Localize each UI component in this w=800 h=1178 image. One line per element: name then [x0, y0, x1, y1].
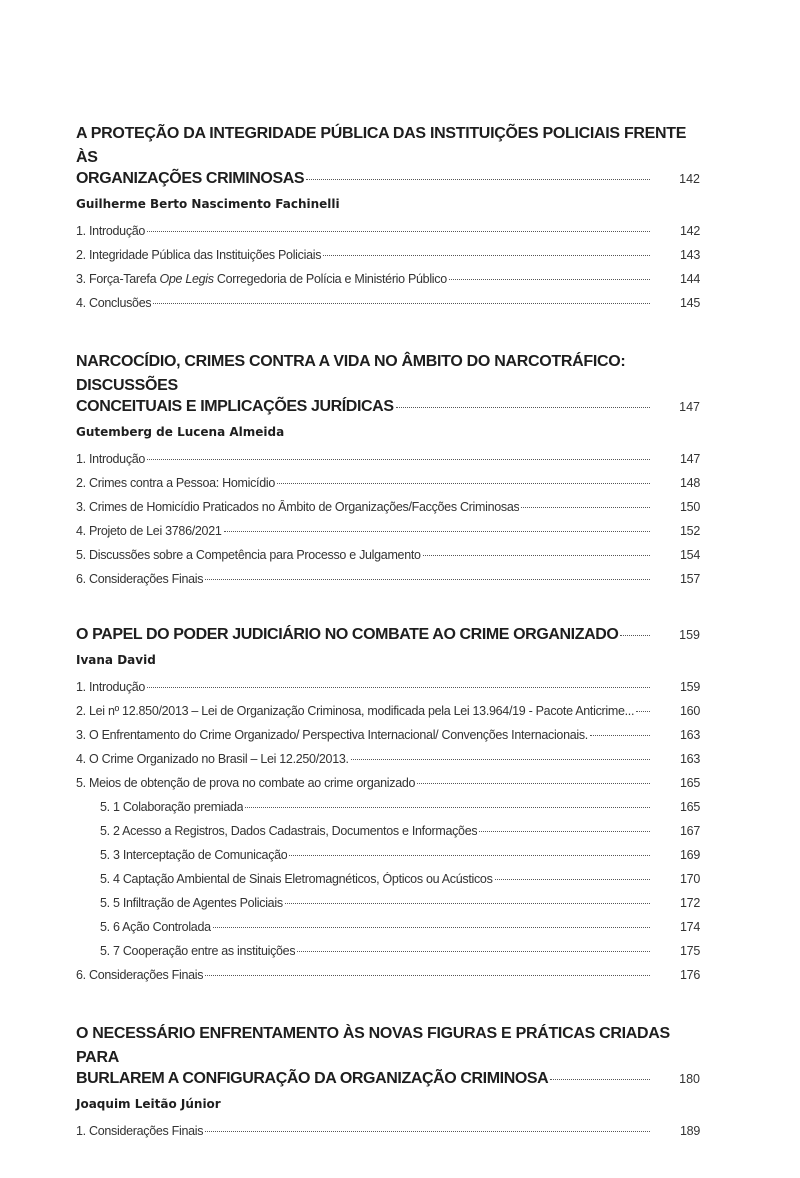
chapter-title-line2: CONCEITUAIS E IMPLICAÇÕES JURÍDICAS — [76, 398, 394, 415]
dot-leader — [213, 927, 650, 928]
dot-leader — [479, 831, 650, 832]
toc-entry-page: 165 — [680, 800, 700, 814]
dot-leader — [205, 579, 650, 580]
chapter-page-number: 159 — [679, 628, 700, 642]
chapter-1 — [76, 122, 700, 320]
toc-entry-page: 165 — [680, 776, 700, 790]
dot-leader — [396, 407, 650, 408]
toc-entry-label: 2. Lei nº 12.850/2013 – Lei de Organização Criminosa, modificada pela Lei 13.964/19 - Pacote Anticrime... — [76, 704, 635, 718]
toc-entry[interactable] — [76, 500, 700, 524]
chapter-title-line2-row[interactable] — [76, 170, 700, 194]
dot-leader — [147, 231, 650, 232]
toc-entry-label: 5. 7 Cooperação entre as instituições — [100, 944, 296, 958]
chapter-author: Guilherme Berto Nascimento Fachinelli — [76, 197, 340, 211]
dot-leader — [205, 975, 650, 976]
toc-entry-label: 2. Integridade Pública das Instituições Policiais — [76, 248, 322, 262]
chapter-4 — [76, 1022, 700, 1148]
chapter-title-line1: O NECESSÁRIO ENFRENTAMENTO ÀS NOVAS FIGURAS E PRÁTICAS CRIADAS PARA — [76, 1025, 670, 1066]
toc-entry-page: 147 — [680, 452, 700, 466]
chapter-author: Ivana David — [76, 653, 156, 667]
toc-entry-label: 5. 6 Ação Controlada — [100, 920, 211, 934]
toc-entry[interactable] — [76, 524, 700, 548]
toc-entry-label: 5. Meios de obtenção de prova no combate ao crime organizado — [76, 776, 416, 790]
dot-leader — [153, 303, 650, 304]
toc-subentry[interactable] — [76, 848, 700, 872]
toc-entry[interactable] — [76, 248, 700, 272]
toc-subentry[interactable] — [76, 800, 700, 824]
chapter-author: Joaquim Leitão Júnior — [76, 1097, 221, 1111]
toc-entry-page: 160 — [680, 704, 700, 718]
toc-entry[interactable] — [76, 548, 700, 572]
toc-entry-label: 3. Crimes de Homicídio Praticados no Âmbito de Organizações/Facções Criminosas — [76, 500, 520, 514]
toc-entry-label: 5. 1 Colaboração premiada — [100, 800, 244, 814]
toc-entry-page: 189 — [680, 1124, 700, 1138]
toc-entry-page: 176 — [680, 968, 700, 982]
toc-entry-label: 5. 4 Captação Ambiental de Sinais Eletromagnéticos, Ópticos ou Acústicos — [100, 872, 493, 886]
dot-leader — [277, 483, 650, 484]
toc-entry[interactable] — [76, 968, 700, 992]
toc-entry-page: 175 — [680, 944, 700, 958]
toc-entry-label-post: Corregedoria de Polícia e Ministério Público — [213, 272, 447, 286]
chapter-title-line2: BURLAREM A CONFIGURAÇÃO DA ORGANIZAÇÃO CRIMINOSA — [76, 1070, 549, 1087]
dot-leader — [495, 879, 650, 880]
toc-entry-label — [76, 272, 447, 286]
toc-entry-label: 5. 2 Acesso a Registros, Dados Cadastrais, Documentos e Informações — [100, 824, 478, 838]
toc-entry-label: 1. Introdução — [76, 452, 146, 466]
toc-entry-page: 170 — [680, 872, 700, 886]
dot-leader — [245, 807, 650, 808]
dot-leader — [590, 735, 650, 736]
toc-entry[interactable] — [76, 1124, 700, 1148]
chapter-title-line1: A PROTEÇÃO DA INTEGRIDADE PÚBLICA DAS INSTITUIÇÕES POLICIAIS FRENTE ÀS — [76, 125, 687, 166]
dot-leader — [550, 1079, 650, 1080]
dot-leader — [205, 1131, 650, 1132]
toc-entry-label: 5. Discussões sobre a Competência para Processo e Julgamento — [76, 548, 421, 562]
dot-leader — [147, 687, 650, 688]
toc-entry-page: 144 — [680, 272, 700, 286]
toc-entry-label: 4. Conclusões — [76, 296, 152, 310]
dot-leader — [423, 555, 650, 556]
toc-entry-page: 163 — [680, 752, 700, 766]
toc-entry[interactable] — [76, 704, 700, 728]
dot-leader — [417, 783, 650, 784]
toc-entry-page: 172 — [680, 896, 700, 910]
toc-entry-label: 1. Introdução — [76, 680, 146, 694]
chapter-page-number: 180 — [679, 1072, 700, 1086]
toc-subentry[interactable] — [76, 896, 700, 920]
toc-entry[interactable] — [76, 572, 700, 596]
dot-leader — [147, 459, 650, 460]
toc-entry[interactable] — [76, 224, 700, 248]
toc-entry-label: 5. 5 Infiltração de Agentes Policiais — [100, 896, 283, 910]
toc-subentry[interactable] — [76, 872, 700, 896]
toc-entry-label: 4. Projeto de Lei 3786/2021 — [76, 524, 222, 538]
toc-entry-label: 2. Crimes contra a Pessoa: Homicídio — [76, 476, 276, 490]
toc-entry-page: 148 — [680, 476, 700, 490]
toc-entry[interactable] — [76, 776, 700, 800]
toc-entry-page: 143 — [680, 248, 700, 262]
chapter-title-line2-row[interactable] — [76, 1070, 700, 1094]
chapter-page-number: 142 — [679, 172, 700, 186]
toc-entry-page: 142 — [680, 224, 700, 238]
toc-entry[interactable] — [76, 272, 700, 296]
chapter-author: Gutemberg de Lucena Almeida — [76, 425, 285, 439]
toc-entry[interactable] — [76, 296, 700, 320]
dot-leader — [449, 279, 650, 280]
toc-entry-page: 159 — [680, 680, 700, 694]
toc-entry[interactable] — [76, 752, 700, 776]
chapter-title-line2-row[interactable] — [76, 398, 700, 422]
toc-entry-page: 174 — [680, 920, 700, 934]
dot-leader — [351, 759, 650, 760]
dot-leader — [323, 255, 650, 256]
toc-entry-label-pre: 3. Força-Tarefa — [76, 272, 160, 286]
chapter-page-number: 147 — [679, 400, 700, 414]
toc-entry-page: 150 — [680, 500, 700, 514]
dot-leader — [521, 507, 650, 508]
chapter-title-line1: O PAPEL DO PODER JUDICIÁRIO NO COMBATE AO CRIME ORGANIZADO — [76, 626, 619, 643]
toc-entry-page: 163 — [680, 728, 700, 742]
toc-subentry[interactable] — [76, 824, 700, 848]
dot-leader — [297, 951, 650, 952]
dot-leader — [636, 711, 650, 712]
chapter-title-line2: ORGANIZAÇÕES CRIMINOSAS — [76, 170, 305, 187]
toc-entry[interactable] — [76, 680, 700, 704]
dot-leader — [285, 903, 650, 904]
chapter-3 — [76, 626, 700, 992]
dot-leader — [620, 635, 650, 636]
table-of-contents — [76, 122, 700, 1178]
toc-subentry[interactable] — [76, 920, 700, 944]
toc-entry-label: 1. Considerações Finais — [76, 1124, 204, 1138]
toc-entry[interactable] — [76, 476, 700, 500]
toc-entry-label: 5. 3 Interceptação de Comunicação — [100, 848, 288, 862]
toc-entry-page: 157 — [680, 572, 700, 586]
toc-entry-label-italic: Ope Legis — [159, 272, 214, 286]
chapter-title-line1: NARCOCÍDIO, CRIMES CONTRA A VIDA NO ÂMBITO DO NARCOTRÁFICO: DISCUSSÕES — [76, 353, 626, 394]
toc-entry-page: 145 — [680, 296, 700, 310]
toc-entry-page: 167 — [680, 824, 700, 838]
toc-subentry[interactable] — [76, 944, 700, 968]
toc-entry-label: 6. Considerações Finais — [76, 572, 204, 586]
toc-entry-page: 169 — [680, 848, 700, 862]
toc-entry-page: 154 — [680, 548, 700, 562]
dot-leader — [306, 179, 650, 180]
dot-leader — [224, 531, 651, 532]
dot-leader — [289, 855, 650, 856]
toc-entry-label: 4. O Crime Organizado no Brasil – Lei 12.250/2013. — [76, 752, 349, 766]
chapter-2 — [76, 350, 700, 596]
toc-entry-label: 6. Considerações Finais — [76, 968, 204, 982]
toc-entry-page: 152 — [680, 524, 700, 538]
chapter-title-line1-row[interactable] — [76, 626, 700, 650]
toc-entry[interactable] — [76, 452, 700, 476]
toc-entry[interactable] — [76, 728, 700, 752]
toc-entry-label: 1. Introdução — [76, 224, 146, 238]
toc-entry-label: 3. O Enfrentamento do Crime Organizado/ Perspectiva Internacional/ Convenções Internacionais. — [76, 728, 588, 742]
